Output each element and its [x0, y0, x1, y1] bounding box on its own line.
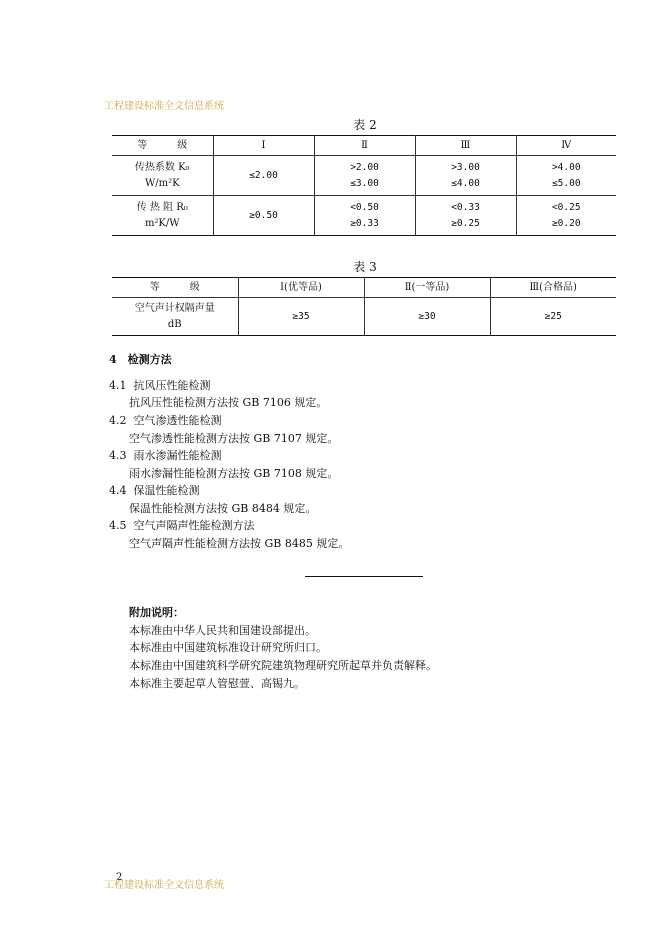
subsection-heading [109, 517, 255, 533]
subsection-heading [109, 447, 222, 463]
cell-value: ≥0.25 [451, 217, 480, 229]
subsection-number: 4.1 [109, 379, 127, 392]
table-row [112, 196, 616, 236]
table2-header-col: Ⅰ [213, 136, 314, 156]
table-cell [415, 156, 516, 196]
table-cell [213, 196, 314, 236]
subsection-title: 抗风压性能检测 [133, 379, 211, 392]
table3 [112, 277, 616, 336]
cell-value: ≤4.00 [451, 177, 480, 189]
cell-value: ≥0.33 [350, 217, 379, 229]
cell-value: >2.00 [350, 161, 379, 173]
cell-value: ≥0.50 [249, 209, 278, 221]
table2-header-col: Ⅲ [415, 136, 516, 156]
subsection-number: 4.4 [109, 484, 127, 497]
table-cell [516, 156, 616, 196]
cell-value: ≤3.00 [350, 177, 379, 189]
table-cell: ≥35 [238, 298, 364, 336]
table-cell [415, 196, 516, 236]
cell-value: <0.33 [451, 201, 480, 213]
table2-row-label [112, 196, 213, 236]
subsection-number: 4.3 [109, 449, 127, 462]
table2-header-col: Ⅱ [314, 136, 415, 156]
subsection-title: 空气声隔声性能检测方法 [133, 519, 255, 532]
watermark-bottom: 工程建设标准全文信息系统 [104, 880, 224, 891]
table-cell [314, 156, 415, 196]
table-row [112, 156, 616, 196]
table2 [112, 135, 616, 236]
note-line: 本标准主要起草人管慰萱、高锡九。 [129, 677, 305, 690]
table3-header-grade: 等 级 [112, 278, 238, 298]
subsection-number: 4.5 [109, 519, 127, 532]
table3-header-col: Ⅱ(一等品) [364, 278, 490, 298]
row-unit-line: W/m²K [144, 177, 180, 189]
table-cell [516, 196, 616, 236]
row-unit-line: m²K/W [144, 217, 180, 229]
cell-value: >4.00 [551, 161, 581, 173]
watermark-top: 工程建设标准全文信息系统 [104, 101, 224, 112]
table2-caption: 表 2 [353, 118, 377, 132]
note-line: 本标准由中国建筑科学研究院建筑物理研究所起草并负责解释。 [129, 659, 437, 672]
table3-header-col: Ⅰ(优等品) [238, 278, 364, 298]
section-title: 4 检测方法 [109, 353, 172, 366]
table-row [112, 298, 616, 336]
cell-value: <0.25 [551, 201, 581, 213]
subsection-body: 雨水渗漏性能检测方法按 GB 7108 规定。 [129, 467, 339, 480]
table3-caption: 表 3 [353, 260, 377, 274]
table3-row-label [112, 298, 238, 336]
table3-header-col: Ⅲ(合格品) [490, 278, 616, 298]
subsection-body: 保温性能检测方法按 GB 8484 规定。 [129, 502, 317, 515]
cell-value: <0.50 [350, 201, 379, 213]
row-label-line: 传 热 阻 R₀ [136, 201, 188, 213]
subsection-number: 4.2 [109, 414, 127, 427]
subsection-body: 抗风压性能检测方法按 GB 7106 规定。 [129, 396, 328, 409]
end-rule [305, 576, 423, 577]
subsection-body: 空气渗透性能检测方法按 GB 7107 规定。 [129, 432, 339, 445]
row-unit-line: dB [167, 318, 182, 330]
cell-value: ≤5.00 [551, 177, 581, 189]
table-cell: ≥25 [490, 298, 616, 336]
cell-value: >3.00 [451, 161, 480, 173]
subsection-heading [109, 482, 200, 498]
subsection-body: 空气声隔声性能检测方法按 GB 8485 规定。 [129, 537, 350, 550]
table2-header-col: Ⅳ [516, 136, 616, 156]
cell-value: ≥0.20 [551, 217, 581, 229]
table2-header-grade: 等 级 [112, 136, 213, 156]
note-line: 本标准由中华人民共和国建设部提出。 [129, 624, 316, 637]
table2-row-label [112, 156, 213, 196]
note-title: 附加说明： [129, 606, 184, 619]
subsection-heading [109, 377, 211, 393]
table-cell [314, 196, 415, 236]
table-cell [213, 156, 314, 196]
row-label-line: 传热系数 K₀ [134, 161, 190, 173]
subsection-title: 保温性能检测 [133, 484, 200, 497]
subsection-title: 雨水渗漏性能检测 [133, 449, 222, 462]
table2-header-row [112, 136, 616, 156]
table-cell: ≥30 [364, 298, 490, 336]
subsection-heading [109, 412, 222, 428]
row-label-line: 空气声计权隔声量 [134, 302, 215, 314]
note-line: 本标准由中国建筑标准设计研究所归口。 [129, 641, 327, 654]
cell-value: ≤2.00 [249, 169, 278, 181]
subsection-title: 空气渗透性能检测 [133, 414, 222, 427]
table3-header-row [112, 278, 616, 298]
page-number: 2 [116, 872, 123, 883]
